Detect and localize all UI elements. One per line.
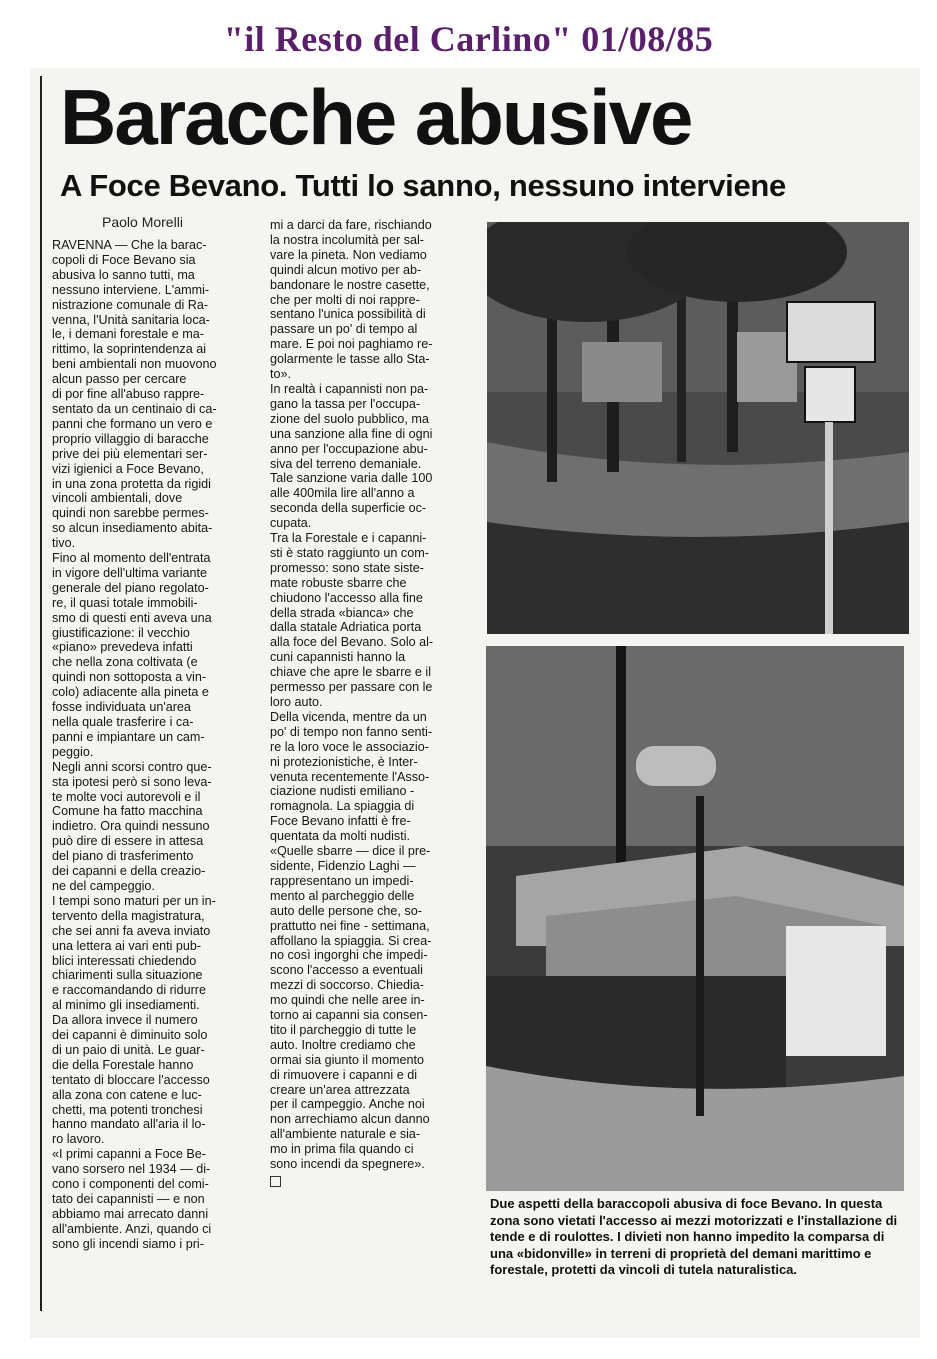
end-of-article-mark	[270, 1176, 281, 1187]
column-rule	[40, 76, 42, 1311]
photo-shacks	[486, 646, 904, 1191]
article-column-2-text: mi a darci da fare, rischiando la nostra incolumità per sal- vare la pineta. Non vediamo quindi alcun motivo per ab- bandonare le nostre casette, che per molti di noi rappre- sentano l'unica possibilità di passare un po' di tempo al mare. E poi noi paghiamo re- golarmente le tasse allo Sta- to». In realtà i capannisti non pa- gano la tassa per l'occupa- zione del suolo pubblico, ma una sanzione alla fine di ogni anno per l'occupazione abu- siva del terreno demaniale. Tale sanzione varia dalle 100 alle 400mila lire all'anno a seconda della superficie oc- cupata. Tra la Forestale e i capanni- sti è stato raggiunto un com- promesso: sono state siste- mate robuste sbarre che chiudono l'accesso alla fine della strada «bianca» che dalla statale Adriatica porta alla foce del Bevano. Solo al- cuni capannisti hanno la chiave che apre le sbarre e il permesso per passare con le loro auto. Della vicenda, mentre da un po' di tempo non fanno senti- re la loro voce le associazio- ni protezionistiche, è Inter- venuta recentemente l'Asso- ciazione nudisti emiliano - romagnola. La spiaggia di Foce Bevano infatti è fre- quentata da molti nudisti. «Quelle sbarre — dice il pre- sidente, Fidenzio Laghi — rappresentano un impedi- mento al parcheggio delle auto delle persone che, so- prattutto nei fine - settimana, affollano la spiaggia. Si crea- no così ingorghi che impedi- scono l'accesso a eventuali mezzi di soccorso. Chiedia- mo quindi che nelle aree in- torno ai capanni sia consen- tito il parcheggio di tutte le auto. Inoltre crediamo che ormai sia giunto il momento di rimuovere i capanni e di creare un'area attrezzata per il campeggio. Anche noi non arrechiamo alcun danno all'ambiente naturale e sia- mo in prima fila quando ci sono incendi da spegnere».	[270, 218, 434, 1172]
article-column-2	[270, 218, 470, 1191]
article-headline: Baracche abusive	[60, 73, 692, 161]
pine-grove-image	[487, 222, 909, 634]
article-subheadline: A Foce Bevano. Tutti lo sanno, nessuno interviene	[60, 168, 786, 203]
article-column-1-text: RAVENNA — Che la barac- copoli di Foce Bevano sia abusiva lo sanno tutti, ma nessuno interviene. L'ammi- nistrazione comunale di Ra- venna, l'Unità sanitaria loca- le, i demani forestale e ma- rittimo, la soprintendenza ai beni ambientali non muovono alcun passo per cercare di por fine all'abuso rappre- sentato da un centinaio di ca- panni che formano un vero e proprio villaggio di baracche prive dei più elementari ser- vizi igienici a Foce Bevano, in una zona protetta da rigidi vincoli ambientali, dove quindi non sarebbe permes- so alcun insediamento abita- tivo. Fino al momento dell'entrata in vigore dell'ultima variante generale del piano regolato- re, il quasi totale immobili- smo di questi enti aveva una giustificazione: il vecchio «piano» prevedeva infatti che nella zona coltivata (e quindi non sottoposta a vin- colo) adiacente alla pineta e fosse individuata un'area nella quale trasferire i ca- panni e impiantare un cam- peggio. Negli anni scorsi contro que- sta ipotesi però si sono leva- te molte voci autorevoli e il Comune ha fatto macchina indietro. Ora quindi nessuno può dire di essere in attesa del piano di trasferimento dei capanni e della creazio- ne del campeggio. I tempi sono maturi per un in- tervento della magistratura, che sei anni fa aveva inviato una lettera ai vari enti pub- blici interessati chiedendo chiarimenti sulla situazione e raccomandando di ridurre al minimo gli insediamenti. Da allora invece il numero dei capanni è diminuito solo di un paio di unità. Le guar- die della Forestale hanno tentato di bloccare l'accesso alla zona con catene e luc- chetti, ma potenti tronchesi hanno mandato all'aria il lo- ro lavoro. «I primi capanni a Foce Be- vano sorsero nel 1934 — di- cono i componenti del comi- tato dei capannisti — e non abbiamo mai arrecato danni all'ambiente. Anzi, quando ci sono gli incendi siamo i pri-	[52, 238, 217, 1251]
newspaper-clipping	[30, 68, 920, 1338]
newspaper-masthead: "il Resto del Carlino" 01/08/85	[223, 19, 714, 59]
photo-pine-grove	[487, 222, 909, 634]
shacks-image	[486, 646, 904, 1191]
article-column-1	[52, 238, 247, 1252]
article-byline: Paolo Morelli	[102, 214, 183, 230]
photo-caption: Due aspetti della baraccopoli abusiva di foce Bevano. In questa zona sono vietati l'accesso ai mezzi motorizzati e l'installazione di tende e di roulottes. I divieti non hanno impedito la comparsa di una «bidonville» in terreni di proprietà del demani marittimo e forestale, protetti da vincoli di tutela naturalistica.	[490, 1196, 898, 1277]
